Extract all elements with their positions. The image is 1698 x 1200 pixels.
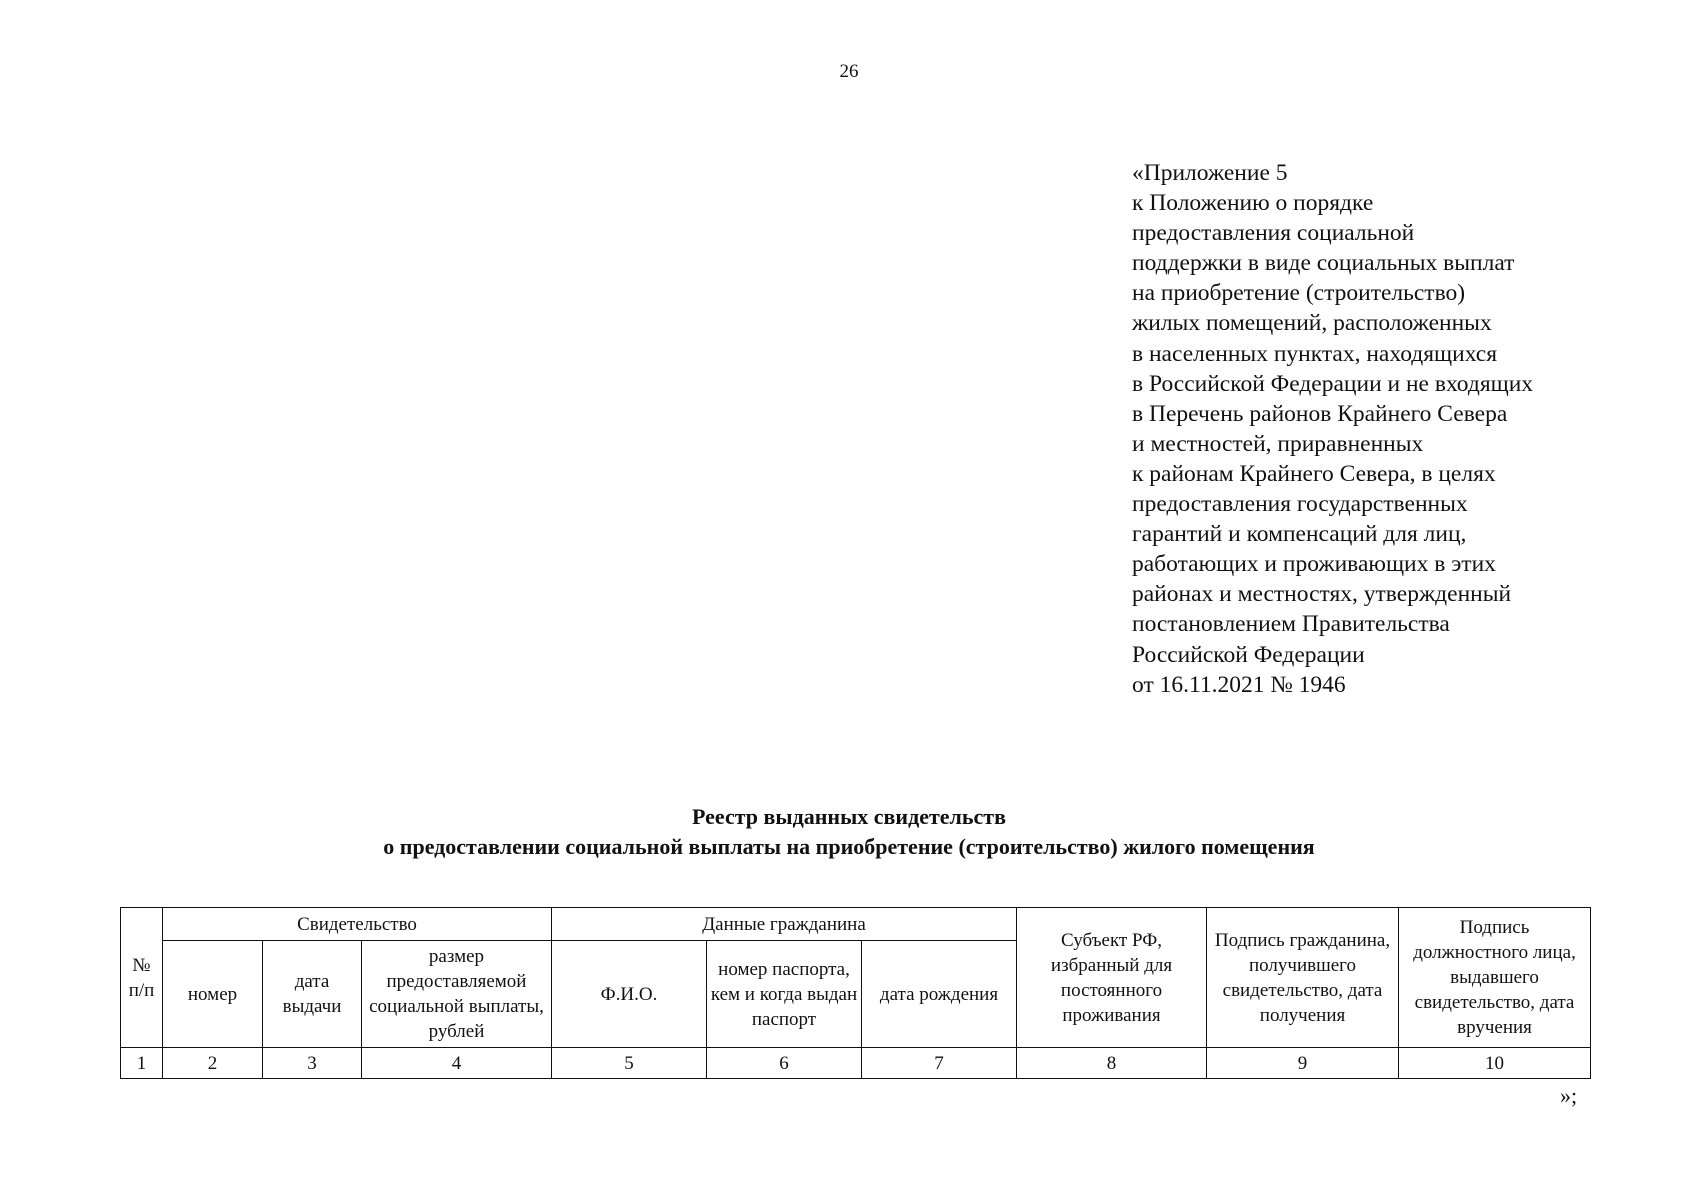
column-number-cell: 5	[552, 1048, 707, 1079]
page-number: 26	[839, 61, 859, 82]
table-header-row	[121, 908, 1591, 941]
appendix-header	[1132, 158, 1692, 700]
header-full-name: Ф.И.О.	[552, 941, 707, 1048]
document-title	[0, 802, 1698, 862]
appendix-line: предоставления государственных	[1132, 491, 1468, 518]
appendix-line: постановлением Правительства	[1132, 611, 1450, 638]
column-number-cell: 1	[121, 1048, 163, 1079]
column-number-cell: 10	[1399, 1048, 1591, 1079]
closing-quote-mark: »;	[1560, 1083, 1578, 1108]
column-number-cell: 8	[1017, 1048, 1207, 1079]
header-payment-amount: размер предоставляемой социальной выплаты, рублей	[362, 941, 552, 1048]
header-certificate-number: номер	[163, 941, 263, 1048]
column-numbers-row	[121, 1048, 1591, 1079]
document-title-line-2: о предоставлении социальной выплаты на приобретение (строительство) жилого помещения	[383, 834, 1315, 859]
appendix-line: к Положению о порядке	[1132, 190, 1374, 217]
appendix-line: в населенных пунктах, находящихся	[1132, 340, 1498, 367]
appendix-line: в Перечень районов Крайнего Севера	[1132, 400, 1508, 427]
appendix-line: и местностей, приравненных	[1132, 430, 1424, 457]
header-birth-date: дата рождения	[862, 941, 1017, 1048]
document-title-line-1: Реестр выданных свидетельств	[692, 804, 1006, 829]
appendix-line: «Приложение 5	[1132, 160, 1288, 186]
column-number-cell: 2	[163, 1048, 263, 1079]
appendix-line: гарантий и компенсаций для лиц,	[1132, 521, 1467, 548]
header-region: Субъект РФ, избранный для постоянного проживания	[1017, 908, 1207, 1048]
column-number-cell: 6	[707, 1048, 862, 1079]
header-row-number: № п/п	[121, 908, 163, 1048]
appendix-line: в Российской Федерации и не входящих	[1132, 370, 1534, 397]
appendix-line: жилых помещений, расположенных	[1132, 310, 1492, 337]
appendix-line: на приобретение (строительство)	[1132, 280, 1466, 307]
header-citizen-signature: Подпись гражданина, получившего свидетельство, дата получения	[1207, 908, 1399, 1048]
header-issue-date: дата выдачи	[263, 941, 362, 1048]
appendix-line: поддержки в виде социальных выплат	[1132, 250, 1515, 277]
header-passport: номер паспорта, кем и когда выдан паспорт	[707, 941, 862, 1048]
registry-table	[120, 907, 1591, 1079]
column-number-cell: 7	[862, 1048, 1017, 1079]
appendix-line: районах и местностях, утвержденный	[1132, 581, 1512, 608]
appendix-line: работающих и проживающих в этих	[1132, 551, 1496, 578]
header-certificate-group: Свидетельство	[163, 908, 552, 941]
appendix-line: Российской Федерации	[1132, 641, 1365, 668]
header-citizen-group: Данные гражданина	[552, 908, 1017, 941]
column-number-cell: 4	[362, 1048, 552, 1079]
appendix-line: предоставления социальной	[1132, 220, 1415, 247]
header-official-signature: Подпись должностного лица, выдавшего свидетельство, дата вручения	[1399, 908, 1591, 1048]
column-number-cell: 3	[263, 1048, 362, 1079]
column-number-cell: 9	[1207, 1048, 1399, 1079]
appendix-line: к районам Крайнего Севера, в целях	[1132, 460, 1496, 487]
appendix-line: от 16.11.2021 № 1946	[1132, 671, 1346, 698]
